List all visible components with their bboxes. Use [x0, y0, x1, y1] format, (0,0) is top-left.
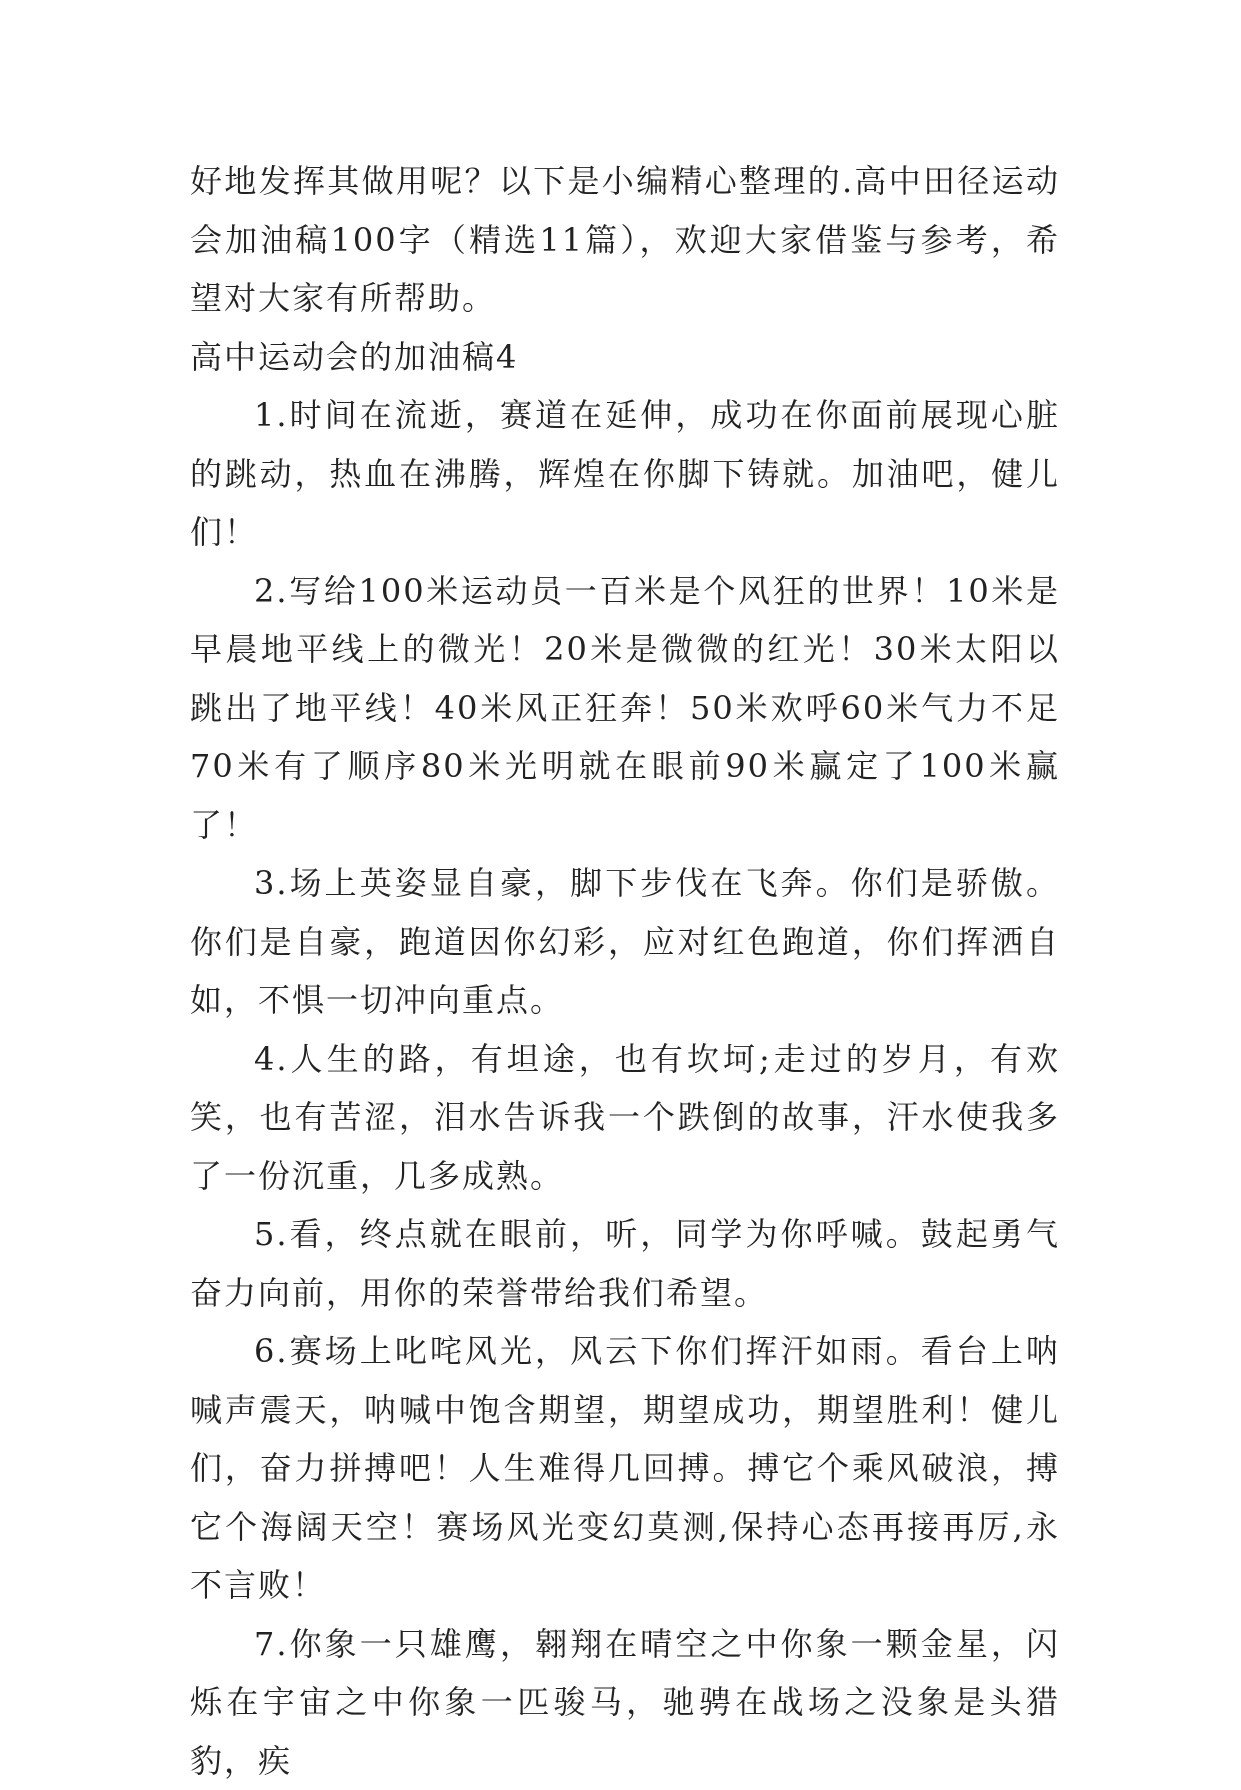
list-item-6: 6.赛场上叱咤风光，风云下你们挥汗如雨。看台上呐喊声震天，呐喊中饱含期望，期望成功，期望胜利！健儿们，奋力拼搏吧！人生难得几回搏。搏它个乘风破浪，搏它个海阔天空！赛场风光变幻莫测,保持心态再接再厉,永不言败！ [190, 1322, 1060, 1615]
list-item-5: 5.看，终点就在眼前，听，同学为你呼喊。鼓起勇气奋力向前，用你的荣誉带给我们希望。 [190, 1205, 1060, 1322]
list-item-7: 7.你象一只雄鹰，翱翔在晴空之中你象一颗金星，闪烁在宇宙之中你象一匹骏马，驰骋在战场之没象是头猎豹，疾 [190, 1615, 1060, 1790]
list-item-4: 4.人生的路，有坦途，也有坎坷;走过的岁月，有欢笑，也有苦涩，泪水告诉我一个跌倒的故事，汗水使我多了一份沉重，几多成熟。 [190, 1030, 1060, 1206]
document-body [190, 152, 1060, 1790]
intro-paragraph: 好地发挥其做用呢？以下是小编精心整理的.高中田径运动会加油稿100字（精选11篇），欢迎大家借鉴与参考，希望对大家有所帮助。 [190, 152, 1060, 328]
section-title: 高中运动会的加油稿4 [190, 328, 1060, 387]
list-item-3: 3.场上英姿显自豪，脚下步伐在飞奔。你们是骄傲。你们是自豪，跑道因你幻彩，应对红色跑道，你们挥洒自如，不惧一切冲向重点。 [190, 854, 1060, 1030]
list-item-2: 2.写给100米运动员一百米是个风狂的世界！10米是早晨地平线上的微光！20米是微微的红光！30米太阳以跳出了地平线！40米风正狂奔！50米欢呼60米气力不足70米有了顺序80米光明就在眼前90米赢定了100米赢了！ [190, 562, 1060, 855]
list-item-1: 1.时间在流逝，赛道在延伸，成功在你面前展现心脏的跳动，热血在沸腾，辉煌在你脚下铸就。加油吧，健儿们！ [190, 386, 1060, 562]
